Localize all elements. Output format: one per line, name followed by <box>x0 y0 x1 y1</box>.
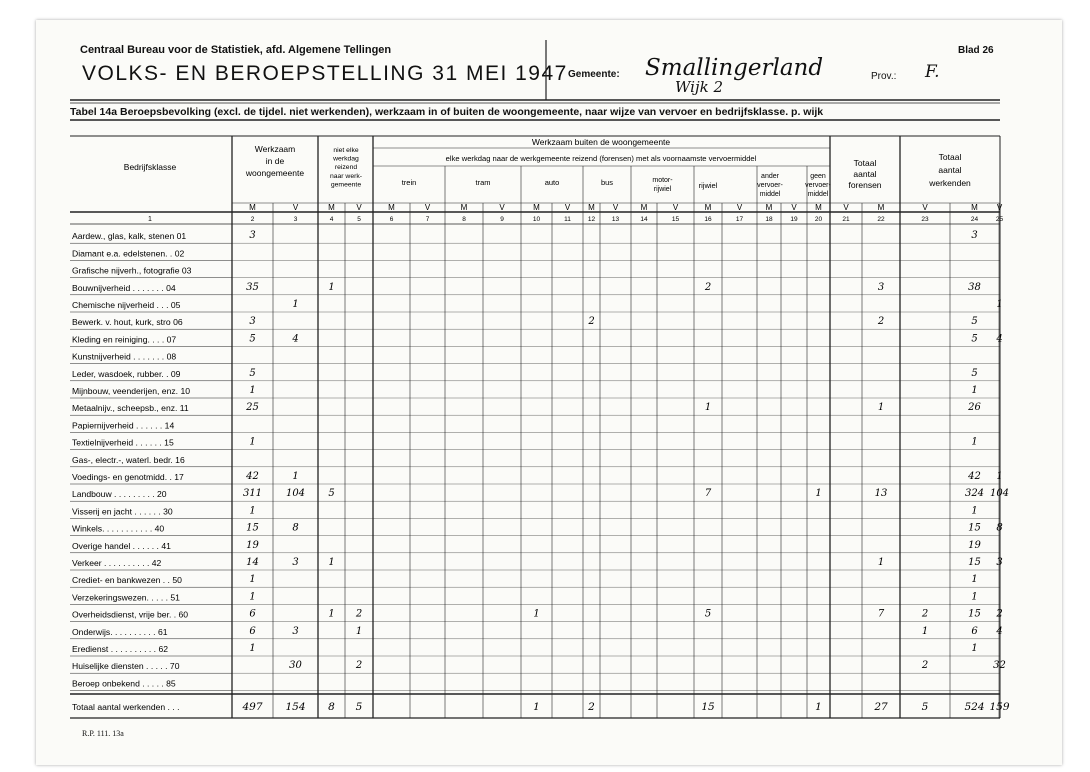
row-label: Crediet- en bankwezen . . 50 <box>72 575 182 586</box>
colnum: 18 <box>765 216 773 223</box>
colnum: 23 <box>921 216 929 223</box>
row-value: 1 <box>971 591 978 603</box>
row-value: 42 <box>968 471 981 482</box>
row-value: 8 <box>996 522 1003 534</box>
total-value: 154 <box>285 701 306 713</box>
colnum: 5 <box>357 216 361 223</box>
total-value: 159 <box>989 701 1010 713</box>
header-ander: vervoer- <box>757 182 783 189</box>
colnum: 2 <box>250 216 255 223</box>
total-value: 8 <box>328 701 335 713</box>
row-value: 3 <box>249 230 256 242</box>
total-value: 497 <box>242 701 263 713</box>
colnum: 12 <box>587 216 596 223</box>
header-ander: middel <box>759 191 781 198</box>
row-value: 1 <box>355 625 363 637</box>
row-value: 1 <box>249 643 256 654</box>
row-value: 1 <box>996 471 1003 482</box>
row-value: 104 <box>285 488 306 500</box>
row-value: 25 <box>246 402 259 414</box>
colnum: 20 <box>814 216 823 223</box>
mv-label: M <box>588 203 595 212</box>
gemeente-label: Gemeente: <box>568 69 620 80</box>
row-value: 1 <box>704 402 712 414</box>
row-value: 3 <box>877 281 885 293</box>
colnum: 24 <box>970 216 979 223</box>
row-value: 2 <box>704 281 712 293</box>
row-value: 35 <box>246 281 259 293</box>
row-value: 15 <box>968 608 981 620</box>
row-value: 1 <box>971 436 978 448</box>
row-label: Kleding en reiniging. . . . 07 <box>72 334 177 345</box>
row-label: Textielnijverheid . . . . . . 15 <box>72 437 174 448</box>
colnum: 25 <box>995 216 1004 223</box>
header-geen: vervoer- <box>805 182 831 189</box>
header-geen: middel <box>807 191 829 198</box>
mv-label: V <box>791 203 797 212</box>
mv-label: V <box>736 203 743 212</box>
row-value: 2 <box>355 608 363 620</box>
header-ander: ander <box>761 173 779 180</box>
row-label: Aardew., glas, kalk, stenen 01 <box>72 231 187 242</box>
row-label: Beroep onbekend . . . . . 85 <box>72 678 176 689</box>
row-label: Eredienst . . . . . . . . . . 62 <box>72 644 169 654</box>
row-label: Chemische nijverheid . . . 05 <box>72 300 181 310</box>
header-motorrijwiel: rijwiel <box>653 186 672 193</box>
mv-label: M <box>877 203 885 212</box>
mv-label: V <box>292 203 299 212</box>
header-totaal-forensen: forensen <box>848 180 882 190</box>
colnum: 17 <box>735 216 744 223</box>
row-value: 32 <box>993 660 1006 672</box>
colnum: 7 <box>425 216 430 223</box>
mv-label: V <box>672 203 679 212</box>
row-label: Onderwijs. . . . . . . . . . 61 <box>72 626 168 637</box>
row-value: 2 <box>588 316 595 328</box>
mv-label: V <box>564 203 571 212</box>
row-value: 38 <box>968 281 981 293</box>
colnum: 9 <box>500 216 504 223</box>
row-value: 7 <box>704 488 712 500</box>
total-value: 5 <box>921 701 929 713</box>
mv-label: M <box>765 203 773 212</box>
row-value: 14 <box>246 557 259 568</box>
row-value: 19 <box>968 539 981 551</box>
row-value: 1 <box>249 591 256 603</box>
row-value: 2 <box>921 608 929 620</box>
row-value: 1 <box>249 505 256 517</box>
row-value: 5 <box>249 367 256 379</box>
row-label: Huiselijke diensten . . . . . 70 <box>72 661 180 672</box>
row-label: Bewerk. v. hout, kurk, stro 06 <box>72 317 183 328</box>
colnum: 22 <box>877 216 885 223</box>
colnum: 1 <box>148 216 152 223</box>
colnum: 3 <box>293 216 298 223</box>
row-value: 1 <box>328 608 335 620</box>
row-value: 311 <box>242 488 263 500</box>
row-label: Mijnbouw, veenderijen, enz. 10 <box>72 386 191 396</box>
row-label: Verkeer . . . . . . . . . . 42 <box>72 558 162 568</box>
header-totaal-werkenden: werkenden <box>929 178 971 188</box>
row-value: 104 <box>989 488 1010 500</box>
header-totaal-forensen: Totaal <box>853 158 877 168</box>
row-label: Overheidsdienst, vrije ber. . 60 <box>72 609 189 620</box>
row-value: 5 <box>971 333 978 345</box>
header-niet-elke: naar werk- <box>329 172 363 180</box>
bureau-heading: Centraal Bureau voor de Statistiek, afd. Algemene Tellingen <box>80 44 392 56</box>
row-label: Landbouw . . . . . . . . . 20 <box>72 489 167 500</box>
colnum: 11 <box>564 216 571 223</box>
mv-label: V <box>843 203 849 212</box>
row-value: 5 <box>971 316 978 328</box>
colnum: 21 <box>842 216 850 223</box>
colnum: 14 <box>640 216 648 223</box>
row-value: 4 <box>996 625 1003 637</box>
header-bus: bus <box>600 178 614 187</box>
row-value: 1 <box>815 488 822 500</box>
row-value: 1 <box>249 436 256 448</box>
row-value: 30 <box>289 660 302 672</box>
row-value: 1 <box>971 574 978 586</box>
table-caption: Tabel 14a Beroepsbevolking (excl. de tijdel. niet werkenden), werkzaam in of buiten de woongemeente, naar wijze van vervoer en bedrijfsklasse. p. wijk <box>70 106 824 118</box>
row-value: 3 <box>292 625 299 637</box>
total-label: Totaal aantal werkenden . . . <box>72 702 180 712</box>
mv-label: V <box>424 203 431 212</box>
colnum: 6 <box>389 216 394 223</box>
sheet-number: Blad 26 <box>958 45 994 56</box>
row-label: Winkels. . . . . . . . . . . 40 <box>72 523 165 534</box>
header-totaal-forensen: aantal <box>853 169 877 179</box>
row-value: 5 <box>971 367 978 379</box>
row-value: 1 <box>292 471 299 482</box>
row-value: 4 <box>996 333 1003 345</box>
row-label: Overige handel . . . . . . 41 <box>72 540 171 551</box>
row-value: 1 <box>971 505 978 517</box>
row-value: 1 <box>921 625 929 637</box>
header-werkzaam-in: Werkzaam <box>254 144 296 154</box>
row-value: 2 <box>877 316 885 328</box>
row-label: Papiernijverheid . . . . . . 14 <box>72 420 175 431</box>
row-value: 2 <box>355 660 363 672</box>
row-value: 1 <box>249 385 256 396</box>
row-value: 4 <box>292 333 299 345</box>
row-value: 19 <box>246 539 259 551</box>
row-value: 6 <box>249 608 256 620</box>
row-value: 42 <box>246 471 259 482</box>
row-label: Verzekeringswezen. . . . . 51 <box>72 592 180 603</box>
row-value: 5 <box>704 608 712 620</box>
mv-label: M <box>704 203 712 212</box>
row-label: Visserij en jacht . . . . . . 30 <box>72 506 173 517</box>
form-code: R.P. 111. 13a <box>82 729 124 738</box>
row-value: 1 <box>996 299 1003 310</box>
row-value: 15 <box>246 522 259 534</box>
mv-label: V <box>996 203 1003 212</box>
mv-label: M <box>388 203 395 212</box>
total-value: 1 <box>533 701 540 713</box>
row-label: Diamant e.a. edelstenen. . 02 <box>72 248 185 259</box>
total-value: 1 <box>815 701 822 713</box>
mv-label: M <box>815 203 822 212</box>
mv-label: V <box>499 203 505 212</box>
mv-label: V <box>612 203 619 212</box>
row-value: 1 <box>533 608 540 620</box>
header-totaal-werkenden: aantal <box>938 165 962 175</box>
header-bedrijfsklasse: Bedrijfsklasse <box>123 162 177 172</box>
row-value: 3 <box>971 230 978 242</box>
mv-label: M <box>640 203 648 212</box>
row-value: 7 <box>877 608 885 620</box>
row-value: 1 <box>328 557 335 568</box>
mv-label: M <box>249 203 256 212</box>
row-value: 1 <box>971 385 978 396</box>
row-value: 15 <box>968 522 981 534</box>
colnum: 19 <box>790 216 798 223</box>
row-value: 2 <box>921 660 929 672</box>
header-geen: geen <box>810 173 826 180</box>
colnum: 16 <box>704 216 712 223</box>
province-label: Prov.: <box>871 71 897 82</box>
row-value: 3 <box>996 557 1003 568</box>
row-value: 1 <box>877 557 885 568</box>
row-value: 324 <box>964 488 985 500</box>
row-value: 1 <box>328 281 335 293</box>
header-auto: auto <box>544 178 560 187</box>
colnum: 10 <box>532 216 541 223</box>
row-label: Grafische nijverh., fotografie 03 <box>72 265 192 276</box>
row-value: 13 <box>874 488 888 500</box>
form-title: VOLKS- EN BEROEPSTELLING 31 MEI 1947 <box>82 62 568 85</box>
header-motorrijwiel: motor- <box>652 177 673 184</box>
total-value: 27 <box>874 701 888 713</box>
header-totaal-werkenden: Totaal <box>938 152 962 162</box>
header-werkzaam-in: in de <box>265 156 285 166</box>
row-value: 1 <box>877 402 885 414</box>
colnum: 13 <box>611 216 620 223</box>
row-value: 5 <box>328 488 335 500</box>
table-text <box>72 137 1010 713</box>
header-buiten: Werkzaam buiten de woongemeente <box>531 137 671 147</box>
row-value: 2 <box>996 608 1003 620</box>
colnum: 4 <box>329 216 334 223</box>
mv-label: V <box>922 203 928 212</box>
row-label: Bouwnijverheid . . . . . . . 04 <box>72 282 176 293</box>
row-value: 8 <box>292 522 299 534</box>
row-value: 5 <box>249 333 256 345</box>
header-rijwiel: rijwiel <box>698 181 718 190</box>
row-label: Leder, wasdoek, rubber. . 09 <box>72 368 181 379</box>
total-value: 524 <box>964 701 985 713</box>
province-handwritten: F. <box>925 62 940 82</box>
row-value: 1 <box>971 643 978 654</box>
row-label: Gas-, electr.-, waterl. bedr. 16 <box>72 454 185 465</box>
row-value: 1 <box>249 574 256 586</box>
header-trein: trein <box>401 178 417 187</box>
header-niet-elke: werkdag <box>333 155 359 163</box>
row-value: 6 <box>971 625 978 637</box>
total-value: 15 <box>701 701 715 713</box>
mv-label: V <box>356 203 362 212</box>
mv-label: M <box>328 203 335 212</box>
header-elke-werkdag: elke werkdag naar de werkgemeente reizend (forensen) met als voornaamste vervoermiddel <box>445 154 757 163</box>
mv-label: M <box>533 203 540 212</box>
row-value: 15 <box>968 557 981 568</box>
row-value: 3 <box>292 557 299 568</box>
total-value: 5 <box>355 701 363 713</box>
total-value: 2 <box>588 701 595 713</box>
row-label: Metaalnijv., scheepsb., enz. 11 <box>72 403 189 414</box>
row-label: Kunstnijverheid . . . . . . . 08 <box>72 351 177 362</box>
header-niet-elke: gemeente <box>330 181 362 189</box>
wijk-handwritten: Wijk 2 <box>675 78 724 96</box>
header-werkzaam-in: woongemeente <box>245 168 305 178</box>
gemeente-handwritten: Smallingerland <box>645 55 824 81</box>
row-value: 1 <box>292 299 299 310</box>
header-niet-elke: niet elke <box>333 147 359 154</box>
header-tram: tram <box>475 178 491 187</box>
mv-label: M <box>971 203 978 212</box>
header-niet-elke: reizend <box>334 164 358 172</box>
colnum: 8 <box>462 216 466 223</box>
colnum: 15 <box>671 216 680 223</box>
mv-label: M <box>460 203 468 212</box>
row-value: 26 <box>968 402 981 414</box>
row-value: 6 <box>249 625 256 637</box>
row-value: 3 <box>249 316 256 328</box>
row-label: Voedings- en genotmidd. . 17 <box>72 472 184 482</box>
